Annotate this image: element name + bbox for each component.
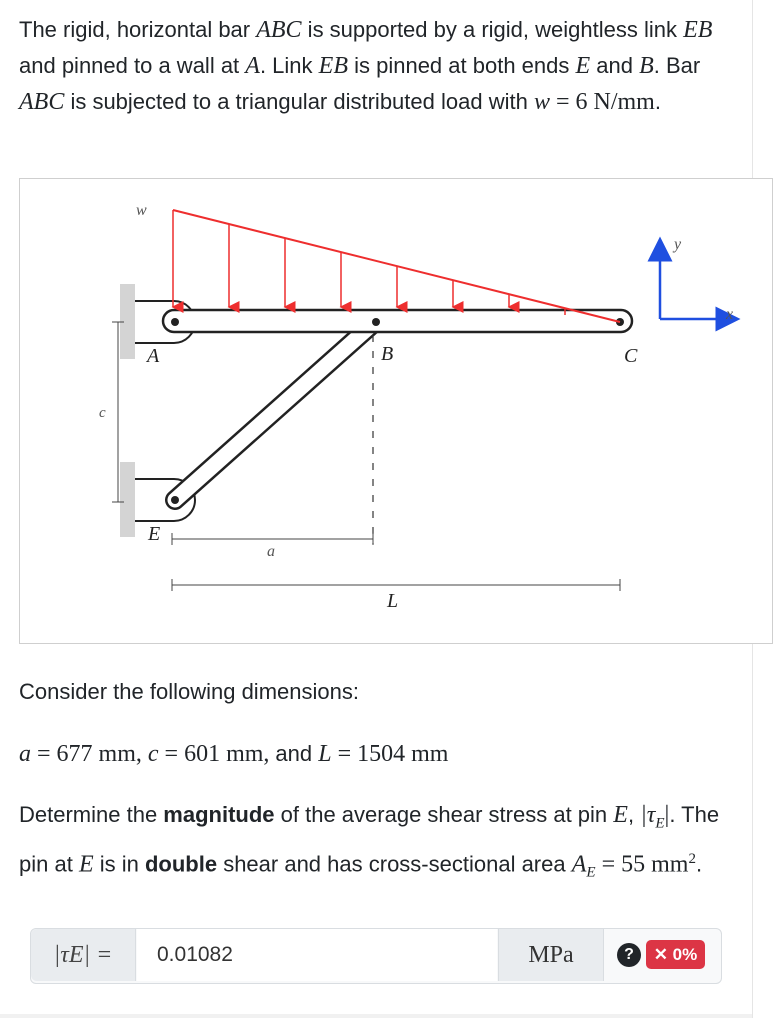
problem-intro: The rigid, horizontal bar ABC is supported by a rigid, weightless link EB and pinned to a wall at A. Link EB is pinned at both ends E and B. Bar ABC is subjected to a triangular distributed load with w = 6 N/mm. [19,17,713,115]
answer-label: |τE| = [31,929,136,981]
pin-e [171,496,179,504]
help-icon[interactable]: ? [617,943,641,967]
dims-heading: Consider the following dimensions: [19,679,359,704]
lower-wall [120,462,135,537]
answer-input[interactable]: 0.01082 [137,929,497,981]
label-c-dim: c [99,405,106,421]
pin-b [372,318,380,326]
dims-values: a = 677 mm, c = 601 mm, and L = 1504 mm [19,741,449,767]
score-badge: ✕ 0% [646,940,705,969]
label-l-dim: L [387,590,399,612]
label-w: w [136,202,147,219]
label-y: y [674,236,682,253]
divider [0,1014,752,1018]
label-e-point: E [148,523,161,545]
bar-abc [163,310,632,332]
answer-row [30,928,722,984]
problem-figure [19,178,773,644]
label-x: x [726,306,734,323]
label-b-point: B [381,343,394,365]
pin-a [171,318,179,326]
diagram-svg [20,179,772,643]
label-c-point: C [624,345,638,367]
label-a-dim: a [267,543,275,560]
answer-unit: MPa [498,929,604,981]
label-a-point: A [147,345,160,367]
question-text: Determine the magnitude of the average shear stress at pin E, $|\tau_E|$. The pin at E is in double shear and has cross-sectional area $A_E = 55$ $mm^2$. [19,802,720,882]
